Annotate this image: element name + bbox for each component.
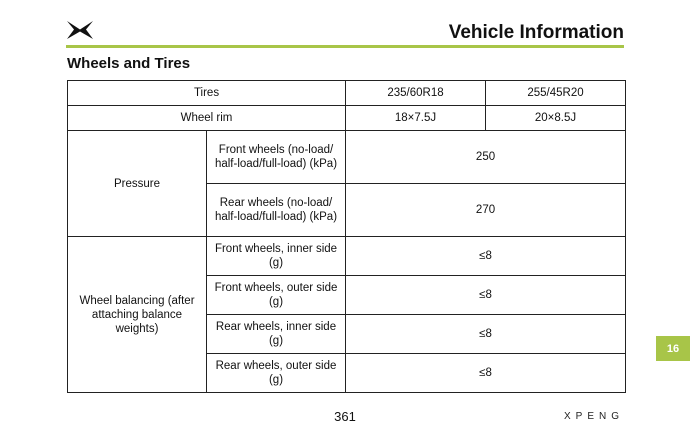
tire-size-1: 235/60R18 xyxy=(346,81,486,106)
chapter-tab: 16 xyxy=(656,336,690,361)
wheels-tires-table xyxy=(67,80,626,393)
table-row xyxy=(68,237,626,276)
pressure-front-label: Front wheels (no-load/ half-load/full-load) (kPa) xyxy=(207,131,346,184)
balancing-label: Wheel balancing (after attaching balance weights) xyxy=(68,237,207,393)
pressure-label: Pressure xyxy=(68,131,207,237)
rim-label: Wheel rim xyxy=(68,106,346,131)
brand-wordmark: XPENG xyxy=(563,411,624,422)
balancing-row-value: ≤8 xyxy=(346,354,626,393)
pressure-rear-value: 270 xyxy=(346,184,626,237)
rim-size-2: 20×8.5J xyxy=(486,106,626,131)
balancing-row-label: Front wheels, outer side (g) xyxy=(207,276,346,315)
xpeng-logo-icon xyxy=(66,20,94,40)
balancing-row-label: Front wheels, inner side (g) xyxy=(207,237,346,276)
balancing-row-value: ≤8 xyxy=(346,276,626,315)
balancing-row-value: ≤8 xyxy=(346,315,626,354)
table-row xyxy=(68,106,626,131)
tires-label: Tires xyxy=(68,81,346,106)
pressure-rear-label: Rear wheels (no-load/ half-load/full-load) (kPa) xyxy=(207,184,346,237)
pressure-front-value: 250 xyxy=(346,131,626,184)
rim-size-1: 18×7.5J xyxy=(346,106,486,131)
tire-size-2: 255/45R20 xyxy=(486,81,626,106)
section-title: Wheels and Tires xyxy=(67,55,191,72)
page-number: 361 xyxy=(334,409,356,424)
balancing-row-label: Rear wheels, inner side (g) xyxy=(207,315,346,354)
table-row xyxy=(68,81,626,106)
balancing-row-value: ≤8 xyxy=(346,237,626,276)
page-header-title: Vehicle Information xyxy=(448,22,624,43)
table-row xyxy=(68,131,626,184)
header-divider xyxy=(66,45,624,48)
balancing-row-label: Rear wheels, outer side (g) xyxy=(207,354,346,393)
